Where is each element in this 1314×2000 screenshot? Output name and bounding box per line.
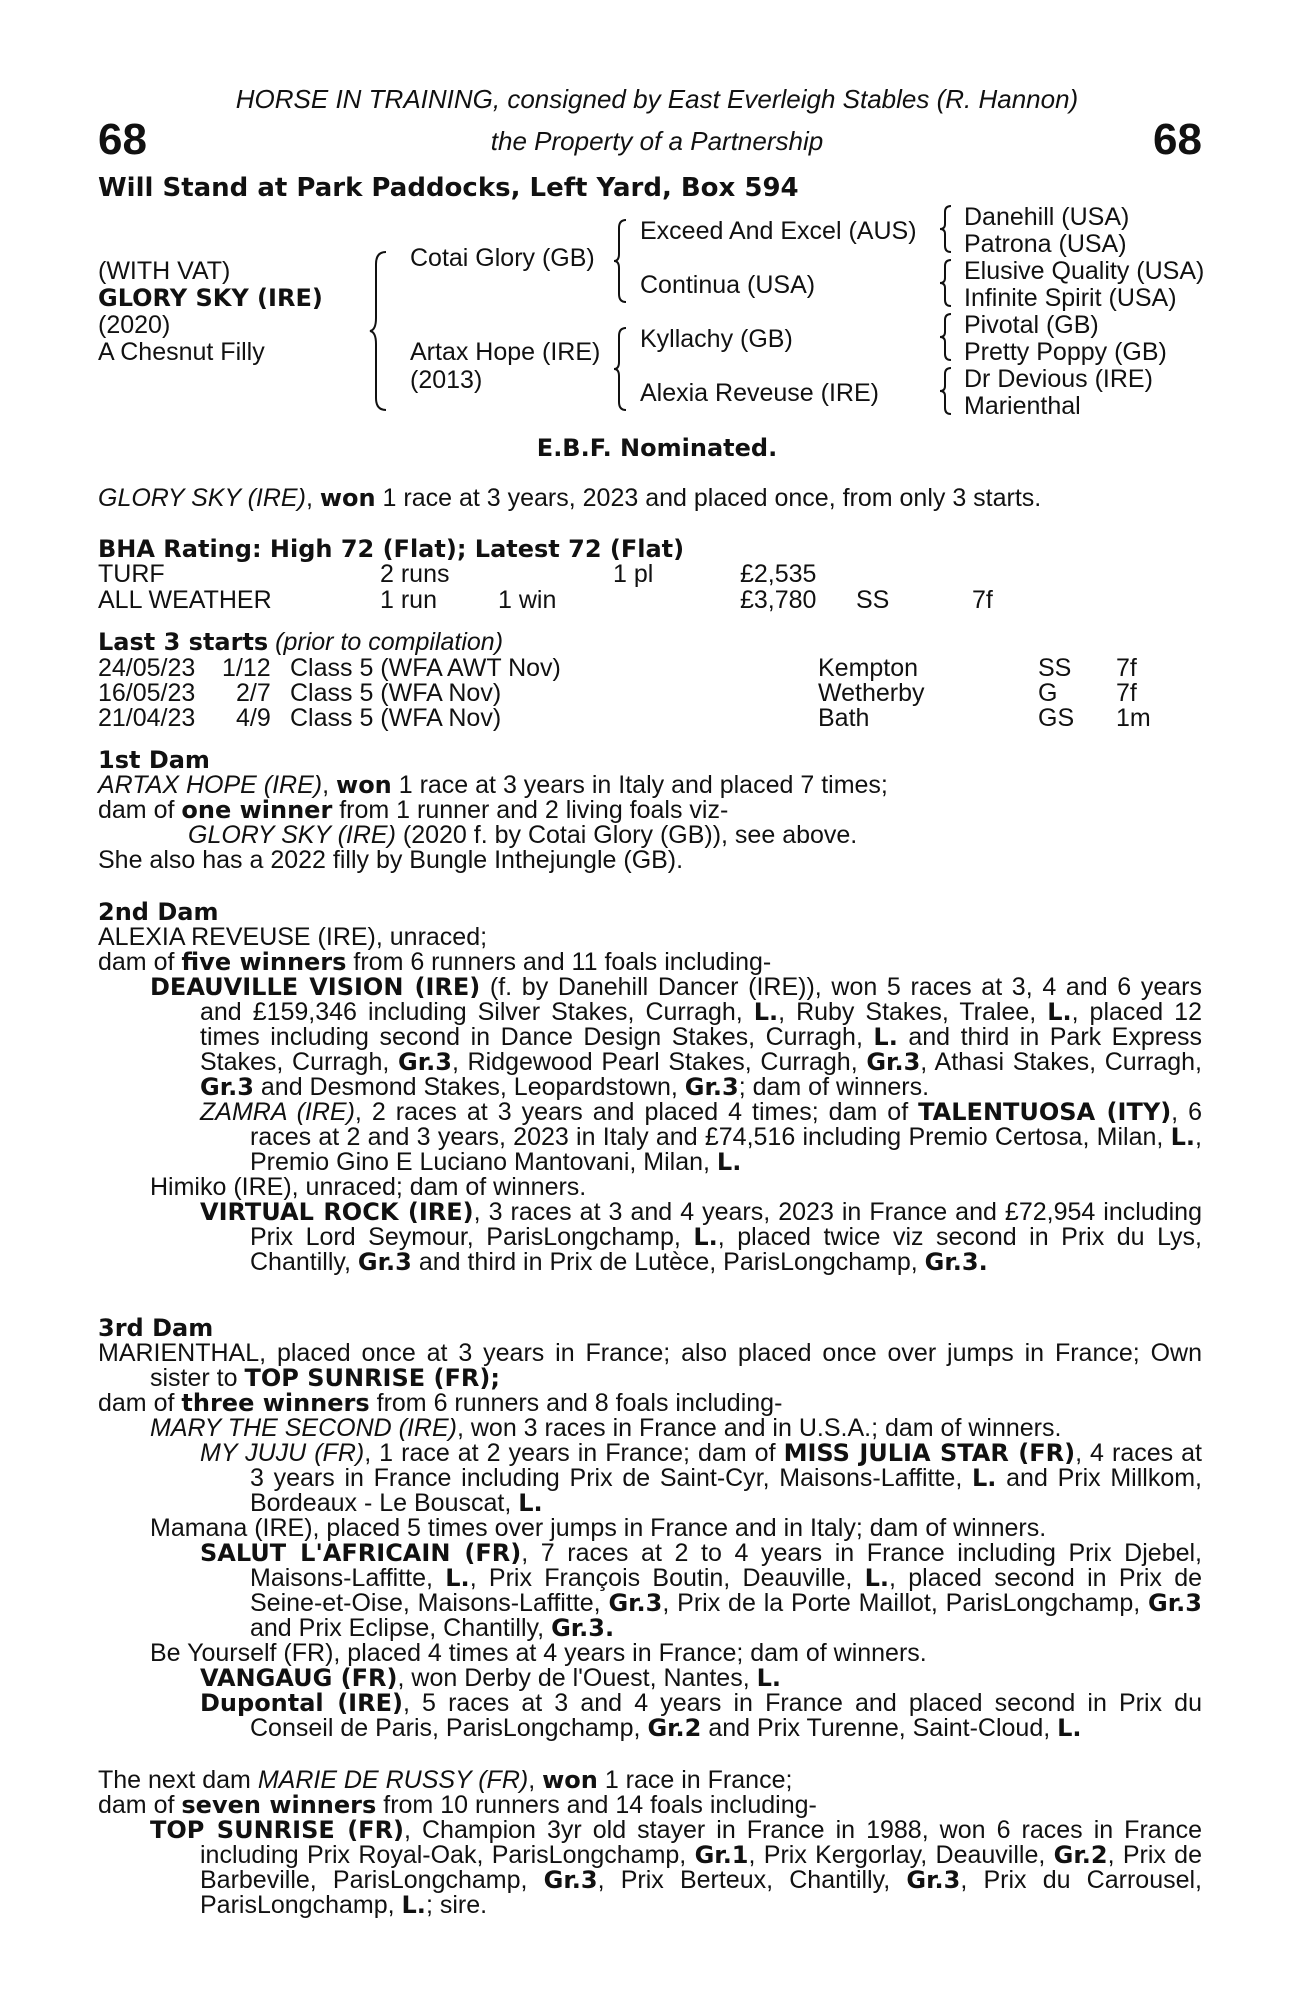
bha-rating: BHA Rating: High 72 (Flat); Latest 72 (Flat) <box>98 535 685 563</box>
pedigree-brace-dam <box>614 326 630 412</box>
ggp-6: Pretty Poppy (GB) <box>964 338 1167 366</box>
start-race: Class 5 (WFA Nov) <box>290 679 502 707</box>
start-distance: 1m <box>1116 704 1151 732</box>
salut-lafricain-entry: SALUT L'AFRICAIN (FR), 7 races at 2 to 4 years in France including Prix Djebel, Maisons-Laffitte, L., Prix François Boutin, Deauville, L., placed second in Prix de Seine-et-Oise, Maisons-Laffitte, Gr.3, Prix de la Porte Maillot, ParisLongchamp, Gr.3 and Prix Eclipse, Chantilly, Gr.3. <box>200 1539 1203 1642</box>
lot-number-right: 68 <box>1153 115 1202 164</box>
pedigree-brace-ggp-2 <box>940 258 954 308</box>
start-going: SS <box>1038 654 1072 682</box>
zamra-entry: ZAMRA (IRE), 2 races at 3 years and placed 4 times; dam of TALENTUOSA (ITY), 6 races at 2 and 3 years, 2023 in Italy and £74,516 including Premio Certosa, Milan, L., Premio Gino E Luciano Mantovani, Milan, L. <box>200 1098 1203 1176</box>
ggp-8: Marienthal <box>964 392 1081 420</box>
rating-prize: £3,780 <box>740 586 817 614</box>
start-position: 2/7 <box>236 679 271 707</box>
start-date: 16/05/23 <box>98 679 196 707</box>
start-course: Wetherby <box>818 679 925 707</box>
summary-won: won <box>319 484 376 512</box>
rating-surface: ALL WEATHER <box>98 586 272 614</box>
horse-name: GLORY SKY (IRE) <box>98 284 323 312</box>
next-dam-section: The next dam MARIE DE RUSSY (FR), won 1 race in France; dam of seven winners from 10 runners and 14 foals including- TOP SUNRISE (FR), Champion 3yr old stayer in France in 1988, won 6 races in France including Prix Royal-Oak, ParisLongchamp, Gr.1, Prix Kergorlay, Deauville, Gr.2, Prix de Barbeville, ParisLongchamp, Gr.3, Prix Berteux, Chantilly, Gr.3, Prix du Carrousel, ParisLongchamp, L.; sire. <box>98 1766 1202 1919</box>
rating-going: SS <box>856 586 890 614</box>
rating-surface: TURF <box>98 560 165 588</box>
start-race: Class 5 (WFA Nov) <box>290 704 502 732</box>
sire-name: Cotai Glory (GB) <box>410 244 595 272</box>
rating-placed: 1 pl <box>613 560 654 588</box>
rating-distance: 7f <box>972 586 993 614</box>
start-course: Bath <box>818 704 870 732</box>
lot-number-left: 68 <box>98 115 147 164</box>
first-dam-section: 1st Dam ARTAX HOPE (IRE), won 1 race at 3 years in Italy and placed 7 times; dam of one winner from 1 runner and 2 living foals viz- GLORY SKY (IRE) (2020 f. by Cotai Glory (GB)), see above. She also has a 2022 filly by Bungle Inthejungle (GB). <box>98 748 1202 873</box>
third-dam-section: 3rd Dam MARIENTHAL, placed once at 3 years in France; also placed once over jumps in France; Own sister to TOP SUNRISE (FR); dam of three winners from 6 runners and 8 foals including- MARY THE SECOND (IRE), won 3 races in France and in U.S.A.; dam of winners. MY JUJU (FR), 1 race at 2 years in France; dam of MISS JULIA STAR (FR), 4 races at 3 years in France including Prix de Saint-Cyr, Maisons-Laffitte, L. and Prix Millkom, Bordeaux - Le Bouscat, L. Mamana (IRE), placed 5 times over jumps in France and in Italy; dam of winners. SALUT L'AFRICAIN (FR), 7 races at 2 to 4 years in France including Prix Djebel, Maisons-Laffitte, L., Prix François Boutin, Deauville, L., placed second in Prix de Seine-et-Oise, Maisons-Laffitte, Gr.3, Prix de la Porte Maillot, ParisLongchamp, Gr.3 and Prix Eclipse, Chantilly, Gr.3. Be Yourself (FR), placed 4 times at 4 years in France; dam of winners. VANGAUG (FR), won Derby de l'Ouest, Nantes, L. Dupontal (IRE), 5 races at 3 and 4 years in France and placed second in Prix du Conseil de Paris, ParisLongchamp, Gr.2 and Prix Turenne, Saint-Cloud, L. <box>98 1314 1203 1742</box>
rating-runs: 2 runs <box>380 560 450 588</box>
start-course: Kempton <box>818 654 919 682</box>
virtual-rock-entry: VIRTUAL ROCK (IRE), 3 races at 3 and 4 years, 2023 in France and £72,954 including Prix Lord Seymour, ParisLongchamp, L., placed twice viz second in Prix du Lys, Chantilly, Gr.3 and third in Prix de Lutèce, ParisLongchamp, Gr.3. <box>200 1198 1202 1276</box>
sire-dam: Continua (USA) <box>640 271 816 299</box>
pedigree-brace-ggp-3 <box>940 312 954 362</box>
ggp-1: Danehill (USA) <box>964 203 1130 231</box>
deauville-vision-entry: DEAUVILLE VISION (IRE) (f. by Danehill Dancer (IRE)), won 5 races at 3, 4 and 6 years and £159,346 including Silver Stakes, Curragh, L., Ruby Stakes, Tralee, L., placed 12 times including second in Dance Design Stakes, Curragh, L. and third in Park Express Stakes, Curragh, Gr.3, Ridgewood Pearl Stakes, Curragh, Gr.3, Athasi Stakes, Curragh, Gr.3 and Desmond Stakes, Leopardstown, Gr.3; dam of winners. <box>150 973 1203 1101</box>
start-date: 24/05/23 <box>98 654 196 682</box>
race-summary: GLORY SKY (IRE), won 1 race at 3 years, 2023 and placed once, from only 3 starts. <box>98 484 1042 512</box>
third-dam-heading: 3rd Dam <box>98 1314 214 1342</box>
dam-sire: Kyllachy (GB) <box>640 325 793 353</box>
rating-prize: £2,535 <box>740 560 817 588</box>
start-going: G <box>1038 679 1058 707</box>
consignor-line: HORSE IN TRAINING, consigned by East Everleigh Stables (R. Hannon) <box>235 84 1079 114</box>
start-date: 21/04/23 <box>98 704 196 732</box>
rating-wins: 1 win <box>498 586 557 614</box>
vangaug-entry: VANGAUG (FR), won Derby de l'Ouest, Nantes, L. <box>200 1664 782 1692</box>
sire-sire: Exceed And Excel (AUS) <box>640 217 917 245</box>
dam-year: (2013) <box>410 366 483 394</box>
start-position: 4/9 <box>236 704 271 732</box>
pedigree-brace-ggp-4 <box>940 366 954 416</box>
ebf-nominated: E.B.F. Nominated. <box>536 434 778 462</box>
horse-year: (2020) <box>98 311 171 339</box>
ggp-4: Infinite Spirit (USA) <box>964 284 1177 312</box>
property-line: the Property of a Partnership <box>490 126 824 156</box>
summary-horse-name: GLORY SKY (IRE) <box>98 484 306 512</box>
second-dam-heading: 2nd Dam <box>98 898 219 926</box>
second-dam-section: 2nd Dam ALEXIA REVEUSE (IRE), unraced; dam of five winners from 6 runners and 11 foals including- DEAUVILLE VISION (IRE) (f. by Danehill Dancer (IRE)), won 5 races at 3, 4 and 6 years and £159,346 including Silver Stakes, Curragh, L., Ruby Stakes, Tralee, L., placed 12 times including second in Dance Design Stakes, Curragh, L. and third in Park Express Stakes, Curragh, Gr.3, Ridgewood Pearl Stakes, Curragh, Gr.3, Athasi Stakes, Curragh, Gr.3 and Desmond Stakes, Leopardstown, Gr.3; dam of winners. ZAMRA (IRE), 2 races at 3 years and placed 4 times; dam of TALENTUOSA (ITY), 6 races at 2 and 3 years, 2023 in Italy and £74,516 including Premio Certosa, Milan, L., Premio Gino E Luciano Mantovani, Milan, L. Himiko (IRE), unraced; dam of winners. VIRTUAL ROCK (IRE), 3 races at 3 and 4 years, 2023 in France and £72,954 including Prix Lord Seymour, ParisLongchamp, L., placed twice viz second in Prix du Lys, Chantilly, Gr.3 and third in Prix de Lutèce, ParisLongchamp, Gr.3. <box>98 898 1203 1276</box>
last-starts-heading: Last 3 starts (prior to compilation) <box>98 628 504 656</box>
summary-text: 1 race at 3 years, 2023 and placed once, from only 3 starts. <box>382 484 1042 512</box>
dam-dam: Alexia Reveuse (IRE) <box>640 379 879 407</box>
ggp-5: Pivotal (GB) <box>964 311 1099 339</box>
start-distance: 7f <box>1116 654 1137 682</box>
dam-name: Artax Hope (IRE) <box>410 338 601 366</box>
start-position: 1/12 <box>222 654 271 682</box>
my-juju-entry: MY JUJU (FR), 1 race at 2 years in France; dam of MISS JULIA STAR (FR), 4 races at 3 years in France including Prix de Saint-Cyr, Maisons-Laffitte, L. and Prix Millkom, Bordeaux - Le Bouscat, L. <box>200 1439 1203 1517</box>
start-race: Class 5 (WFA AWT Nov) <box>290 654 561 682</box>
ggp-7: Dr Devious (IRE) <box>964 365 1153 393</box>
pedigree-brace-main <box>370 250 390 412</box>
vat-note: (WITH VAT) <box>98 257 231 285</box>
ggp-2: Patrona (USA) <box>964 230 1127 258</box>
top-sunrise-entry: TOP SUNRISE (FR), Champion 3yr old stayer in France in 1988, won 6 races in France including Prix Royal-Oak, ParisLongchamp, Gr.1, Prix Kergorlay, Deauville, Gr.2, Prix de Barbeville, ParisLongchamp, Gr.3, Prix Berteux, Chantilly, Gr.3, Prix du Carrousel, ParisLongchamp, L.; sire. <box>150 1816 1202 1919</box>
ggp-3: Elusive Quality (USA) <box>964 257 1205 285</box>
start-distance: 7f <box>1116 679 1137 707</box>
dupontal-entry: Dupontal (IRE), 5 races at 3 and 4 years in France and placed second in Prix du Conseil de Paris, ParisLongchamp, Gr.2 and Prix Turenne, Saint-Cloud, L. <box>200 1689 1202 1742</box>
horse-description: A Chesnut Filly <box>98 338 265 366</box>
pedigree-brace-sire <box>614 218 630 304</box>
first-dam-heading: 1st Dam <box>98 746 210 774</box>
stand-location: Will Stand at Park Paddocks, Left Yard, Box 594 <box>98 173 799 203</box>
rating-runs: 1 run <box>380 586 437 614</box>
start-going: GS <box>1038 704 1075 732</box>
pedigree-brace-ggp-1 <box>940 204 954 254</box>
